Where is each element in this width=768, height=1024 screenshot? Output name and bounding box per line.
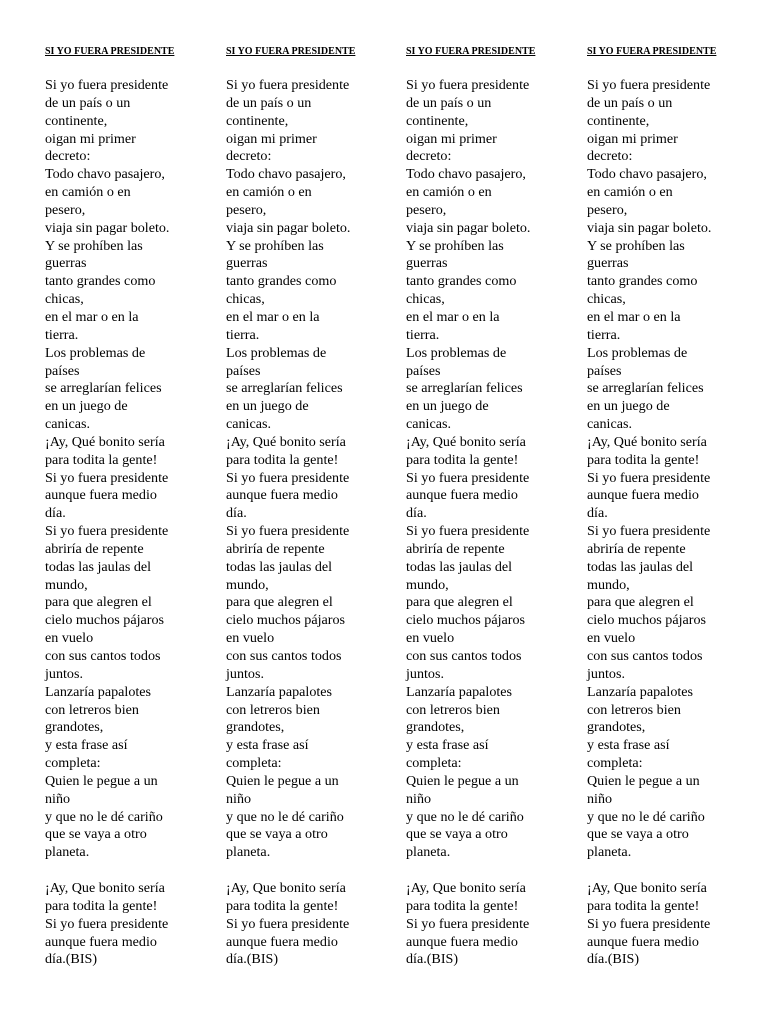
poem-line: mundo, (587, 576, 630, 593)
poem-line: países (226, 362, 261, 379)
poem-line: todas las jaulas del (587, 558, 694, 575)
poem-line: en camión o en (226, 184, 312, 201)
poem-column-4 (587, 44, 759, 969)
poem-line: aunque fuera medio (226, 487, 338, 504)
poem-line: Quien le pegue a un (587, 772, 700, 789)
poem-column-2 (226, 44, 398, 969)
poem-line: ¡Ay, Que bonito sería (406, 879, 526, 896)
poem-line: decreto: (226, 148, 272, 165)
poem-line: viaja sin pagar boleto. (587, 219, 712, 236)
poem-line: en el mar o en la (45, 308, 139, 325)
poem-line: Y se prohíben las (406, 237, 504, 254)
poem-line: aunque fuera medio (587, 933, 699, 950)
poem-line: para que alegren el (226, 594, 333, 611)
poem-line: todas las jaulas del (406, 558, 513, 575)
poem-body (45, 77, 217, 969)
poem-line: y esta frase así (226, 737, 309, 754)
poem-line: en un juego de (226, 398, 309, 415)
poem-line: y que no le dé cariño (406, 808, 524, 825)
poem-line: cielo muchos pájaros (406, 612, 525, 629)
poem-line: para que alegren el (406, 594, 513, 611)
poem-line: viaja sin pagar boleto. (45, 219, 170, 236)
poem-line: y esta frase así (587, 737, 670, 754)
poem-body (406, 77, 578, 969)
poem-line: día.(BIS) (406, 951, 459, 968)
poem-line: cielo muchos pájaros (587, 612, 706, 629)
poem-line: pesero, (406, 201, 447, 218)
poem-line: día.(BIS) (226, 951, 279, 968)
poem-line: Y se prohíben las (45, 237, 143, 254)
poem-line: en el mar o en la (226, 308, 320, 325)
poem-line: canicas. (406, 416, 451, 433)
poem-line: con letreros bien (226, 701, 320, 718)
poem-line: aunque fuera medio (226, 933, 338, 950)
poem-line: en vuelo (587, 630, 636, 647)
poem-line: que se vaya a otro (587, 826, 689, 843)
poem-line: en vuelo (226, 630, 275, 647)
poem-line: completa: (226, 755, 282, 772)
poem-line: niño (406, 790, 432, 807)
poem-line: ¡Ay, Qué bonito sería (587, 433, 707, 450)
poem-line: día.(BIS) (45, 951, 98, 968)
poem-line: ¡Ay, Que bonito sería (587, 879, 707, 896)
poem-line: tierra. (587, 326, 621, 343)
poem-line: ¡Ay, Que bonito sería (226, 879, 346, 896)
poem-line: tanto grandes como (406, 273, 517, 290)
poem-line: Los problemas de (45, 344, 146, 361)
poem-line: decreto: (406, 148, 452, 165)
poem-line: Si yo fuera presidente (45, 469, 169, 486)
poem-line: tierra. (406, 326, 440, 343)
poem-line: continente, (45, 112, 108, 129)
poem-line: niño (45, 790, 71, 807)
poem-line: países (406, 362, 441, 379)
poem-line: Los problemas de (226, 344, 327, 361)
poem-line: tanto grandes como (587, 273, 698, 290)
poem-line: aunque fuera medio (45, 487, 157, 504)
poem-line: Si yo fuera presidente (45, 915, 169, 932)
poem-line: oigan mi primer (406, 130, 497, 147)
poem-line: continente, (226, 112, 289, 129)
poem-line (45, 862, 217, 880)
poem-line: para todita la gente! (226, 451, 339, 468)
poem-line: canicas. (587, 416, 632, 433)
poem-line: aunque fuera medio (45, 933, 157, 950)
poem-line: abriría de repente (587, 540, 686, 557)
poem-line: continente, (406, 112, 469, 129)
poem-line: niño (587, 790, 613, 807)
poem-line: grandotes, (406, 719, 465, 736)
poem-line (406, 862, 578, 880)
poem-line: guerras (226, 255, 268, 272)
poem-line: oigan mi primer (226, 130, 317, 147)
poem-line: de un país o un (406, 94, 492, 111)
poem-line: en camión o en (406, 184, 492, 201)
poem-line: Todo chavo pasajero, (226, 166, 346, 183)
poem-line: Lanzaría papalotes (406, 683, 513, 700)
poem-line: canicas. (45, 416, 90, 433)
poem-line: se arreglarían felices (406, 380, 523, 397)
poem-line: para que alegren el (587, 594, 694, 611)
poem-line: aunque fuera medio (587, 487, 699, 504)
poem-line: viaja sin pagar boleto. (406, 219, 531, 236)
poem-line: planeta. (45, 844, 90, 861)
poem-line: que se vaya a otro (226, 826, 328, 843)
poem-line: día. (226, 505, 247, 522)
poem-line: Lanzaría papalotes (587, 683, 694, 700)
poem-line: en un juego de (45, 398, 128, 415)
poem-line: Si yo fuera presidente (406, 915, 530, 932)
poem-line: aunque fuera medio (406, 487, 518, 504)
poem-line: todas las jaulas del (45, 558, 152, 575)
poem-line: de un país o un (45, 94, 131, 111)
poem-line: Todo chavo pasajero, (45, 166, 165, 183)
poem-line: completa: (45, 755, 101, 772)
poem-line: canicas. (226, 416, 271, 433)
poem-line: en el mar o en la (406, 308, 500, 325)
poem-line: Si yo fuera presidente (45, 523, 169, 540)
poem-line: abriría de repente (226, 540, 325, 557)
poem-line: completa: (587, 755, 643, 772)
poem-line: pesero, (226, 201, 267, 218)
poem-line: guerras (406, 255, 448, 272)
poem-line: juntos. (45, 665, 83, 682)
poem-line: Lanzaría papalotes (226, 683, 333, 700)
poem-line: completa: (406, 755, 462, 772)
poem-line: Si yo fuera presidente (406, 77, 530, 93)
poem-line (587, 862, 759, 880)
poem-body (226, 77, 398, 969)
poem-line: en un juego de (587, 398, 670, 415)
poem-line: día. (587, 505, 608, 522)
poem-line: continente, (587, 112, 650, 129)
poem-line: Los problemas de (587, 344, 688, 361)
poem-line: Si yo fuera presidente (226, 523, 350, 540)
poem-line: en el mar o en la (587, 308, 681, 325)
poem-line: y que no le dé cariño (45, 808, 163, 825)
poem-line: pesero, (45, 201, 86, 218)
poem-line: y que no le dé cariño (587, 808, 705, 825)
poem-line: para todita la gente! (406, 897, 519, 914)
poem-line: guerras (587, 255, 629, 272)
poem-line: juntos. (226, 665, 264, 682)
poem-line: mundo, (406, 576, 449, 593)
poem-line: ¡Ay, Qué bonito sería (226, 433, 346, 450)
poem-line: Si yo fuera presidente (587, 523, 711, 540)
poem-line: aunque fuera medio (406, 933, 518, 950)
poem-line: Los problemas de (406, 344, 507, 361)
poem-line: para todita la gente! (226, 897, 339, 914)
poem-line: Quien le pegue a un (406, 772, 519, 789)
poem-line: de un país o un (587, 94, 673, 111)
poem-line: chicas, (45, 291, 84, 308)
poem-line: en camión o en (587, 184, 673, 201)
poem-line: para todita la gente! (406, 451, 519, 468)
poem-line: que se vaya a otro (45, 826, 147, 843)
poem-line: en camión o en (45, 184, 131, 201)
poem-line: juntos. (587, 665, 625, 682)
poem-line: guerras (45, 255, 87, 272)
poem-line: Si yo fuera presidente (226, 469, 350, 486)
poem-line: Si yo fuera presidente (587, 915, 711, 932)
poem-line: en vuelo (45, 630, 94, 647)
poem-line: oigan mi primer (45, 130, 136, 147)
poem-line: tierra. (226, 326, 260, 343)
poem-line: Lanzaría papalotes (45, 683, 152, 700)
poem-line: tanto grandes como (226, 273, 337, 290)
poem-title: SI YO FUERA PRESIDENTE (406, 46, 536, 57)
poem-line: Si yo fuera presidente (406, 469, 530, 486)
poem-line: para todita la gente! (587, 451, 700, 468)
poem-line: día. (45, 505, 66, 522)
poem-line: Si yo fuera presidente (587, 469, 711, 486)
poem-line: Si yo fuera presidente (406, 523, 530, 540)
poem-line: Si yo fuera presidente (587, 77, 711, 93)
poem-line: tierra. (45, 326, 79, 343)
poem-line: decreto: (587, 148, 633, 165)
poem-line: planeta. (587, 844, 632, 861)
poem-line: Todo chavo pasajero, (587, 166, 707, 183)
poem-line: chicas, (406, 291, 445, 308)
poem-line: día.(BIS) (587, 951, 640, 968)
poem-line: y esta frase así (45, 737, 128, 754)
poem-line: ¡Ay, Qué bonito sería (45, 433, 165, 450)
poem-line: se arreglarían felices (45, 380, 162, 397)
poem-line: Todo chavo pasajero, (406, 166, 526, 183)
poem-line: Si yo fuera presidente (226, 915, 350, 932)
poem-line: planeta. (406, 844, 451, 861)
poem-line: para que alegren el (45, 594, 152, 611)
poem-line: tanto grandes como (45, 273, 156, 290)
poem-line: viaja sin pagar boleto. (226, 219, 351, 236)
poem-line: cielo muchos pájaros (226, 612, 345, 629)
poem-line: en vuelo (406, 630, 455, 647)
poem-line: y esta frase así (406, 737, 489, 754)
poem-line: y que no le dé cariño (226, 808, 344, 825)
poem-column-1 (45, 44, 217, 969)
poem-line: grandotes, (226, 719, 285, 736)
poem-line: países (45, 362, 80, 379)
poem-line: con letreros bien (587, 701, 681, 718)
poem-line: con letreros bien (45, 701, 139, 718)
poem-title: SI YO FUERA PRESIDENTE (45, 46, 175, 57)
poem-line: chicas, (587, 291, 626, 308)
poem-line: se arreglarían felices (587, 380, 704, 397)
poem-title: SI YO FUERA PRESIDENTE (226, 46, 356, 57)
poem-line: que se vaya a otro (406, 826, 508, 843)
poem-line: día. (406, 505, 427, 522)
poem-line: países (587, 362, 622, 379)
poem-line: juntos. (406, 665, 444, 682)
poem-line: con letreros bien (406, 701, 500, 718)
poem-line: con sus cantos todos (45, 648, 161, 664)
poem-line: planeta. (226, 844, 271, 861)
poem-line: para todita la gente! (45, 451, 158, 468)
poem-line (226, 862, 398, 880)
poem-line: se arreglarían felices (226, 380, 343, 397)
poem-line: ¡Ay, Que bonito sería (45, 879, 165, 896)
poem-line: de un país o un (226, 94, 312, 111)
poem-body (587, 77, 759, 969)
poem-line: todas las jaulas del (226, 558, 333, 575)
poem-line: Y se prohíben las (587, 237, 685, 254)
poem-line: grandotes, (45, 719, 104, 736)
poem-line: mundo, (45, 576, 88, 593)
poem-line: pesero, (587, 201, 628, 218)
poem-line: Si yo fuera presidente (45, 77, 169, 93)
poem-line: cielo muchos pájaros (45, 612, 164, 629)
poem-column-3 (406, 44, 578, 969)
poem-line: Y se prohíben las (226, 237, 324, 254)
poem-line: grandotes, (587, 719, 646, 736)
poem-line: con sus cantos todos (226, 648, 342, 664)
poem-line: para todita la gente! (587, 897, 700, 914)
poem-line: chicas, (226, 291, 265, 308)
poem-line: decreto: (45, 148, 91, 165)
poem-line: abriría de repente (406, 540, 505, 557)
poem-line: Si yo fuera presidente (226, 77, 350, 93)
poem-line: con sus cantos todos (587, 648, 703, 664)
poem-line: abriría de repente (45, 540, 144, 557)
poem-line: Quien le pegue a un (45, 772, 158, 789)
poem-line: en un juego de (406, 398, 489, 415)
poem-line: con sus cantos todos (406, 648, 522, 664)
poem-title: SI YO FUERA PRESIDENTE (587, 46, 717, 57)
poem-line: niño (226, 790, 252, 807)
poem-line: mundo, (226, 576, 269, 593)
poem-line: Quien le pegue a un (226, 772, 339, 789)
poem-line: para todita la gente! (45, 897, 158, 914)
poem-line: oigan mi primer (587, 130, 678, 147)
poem-line: ¡Ay, Qué bonito sería (406, 433, 526, 450)
